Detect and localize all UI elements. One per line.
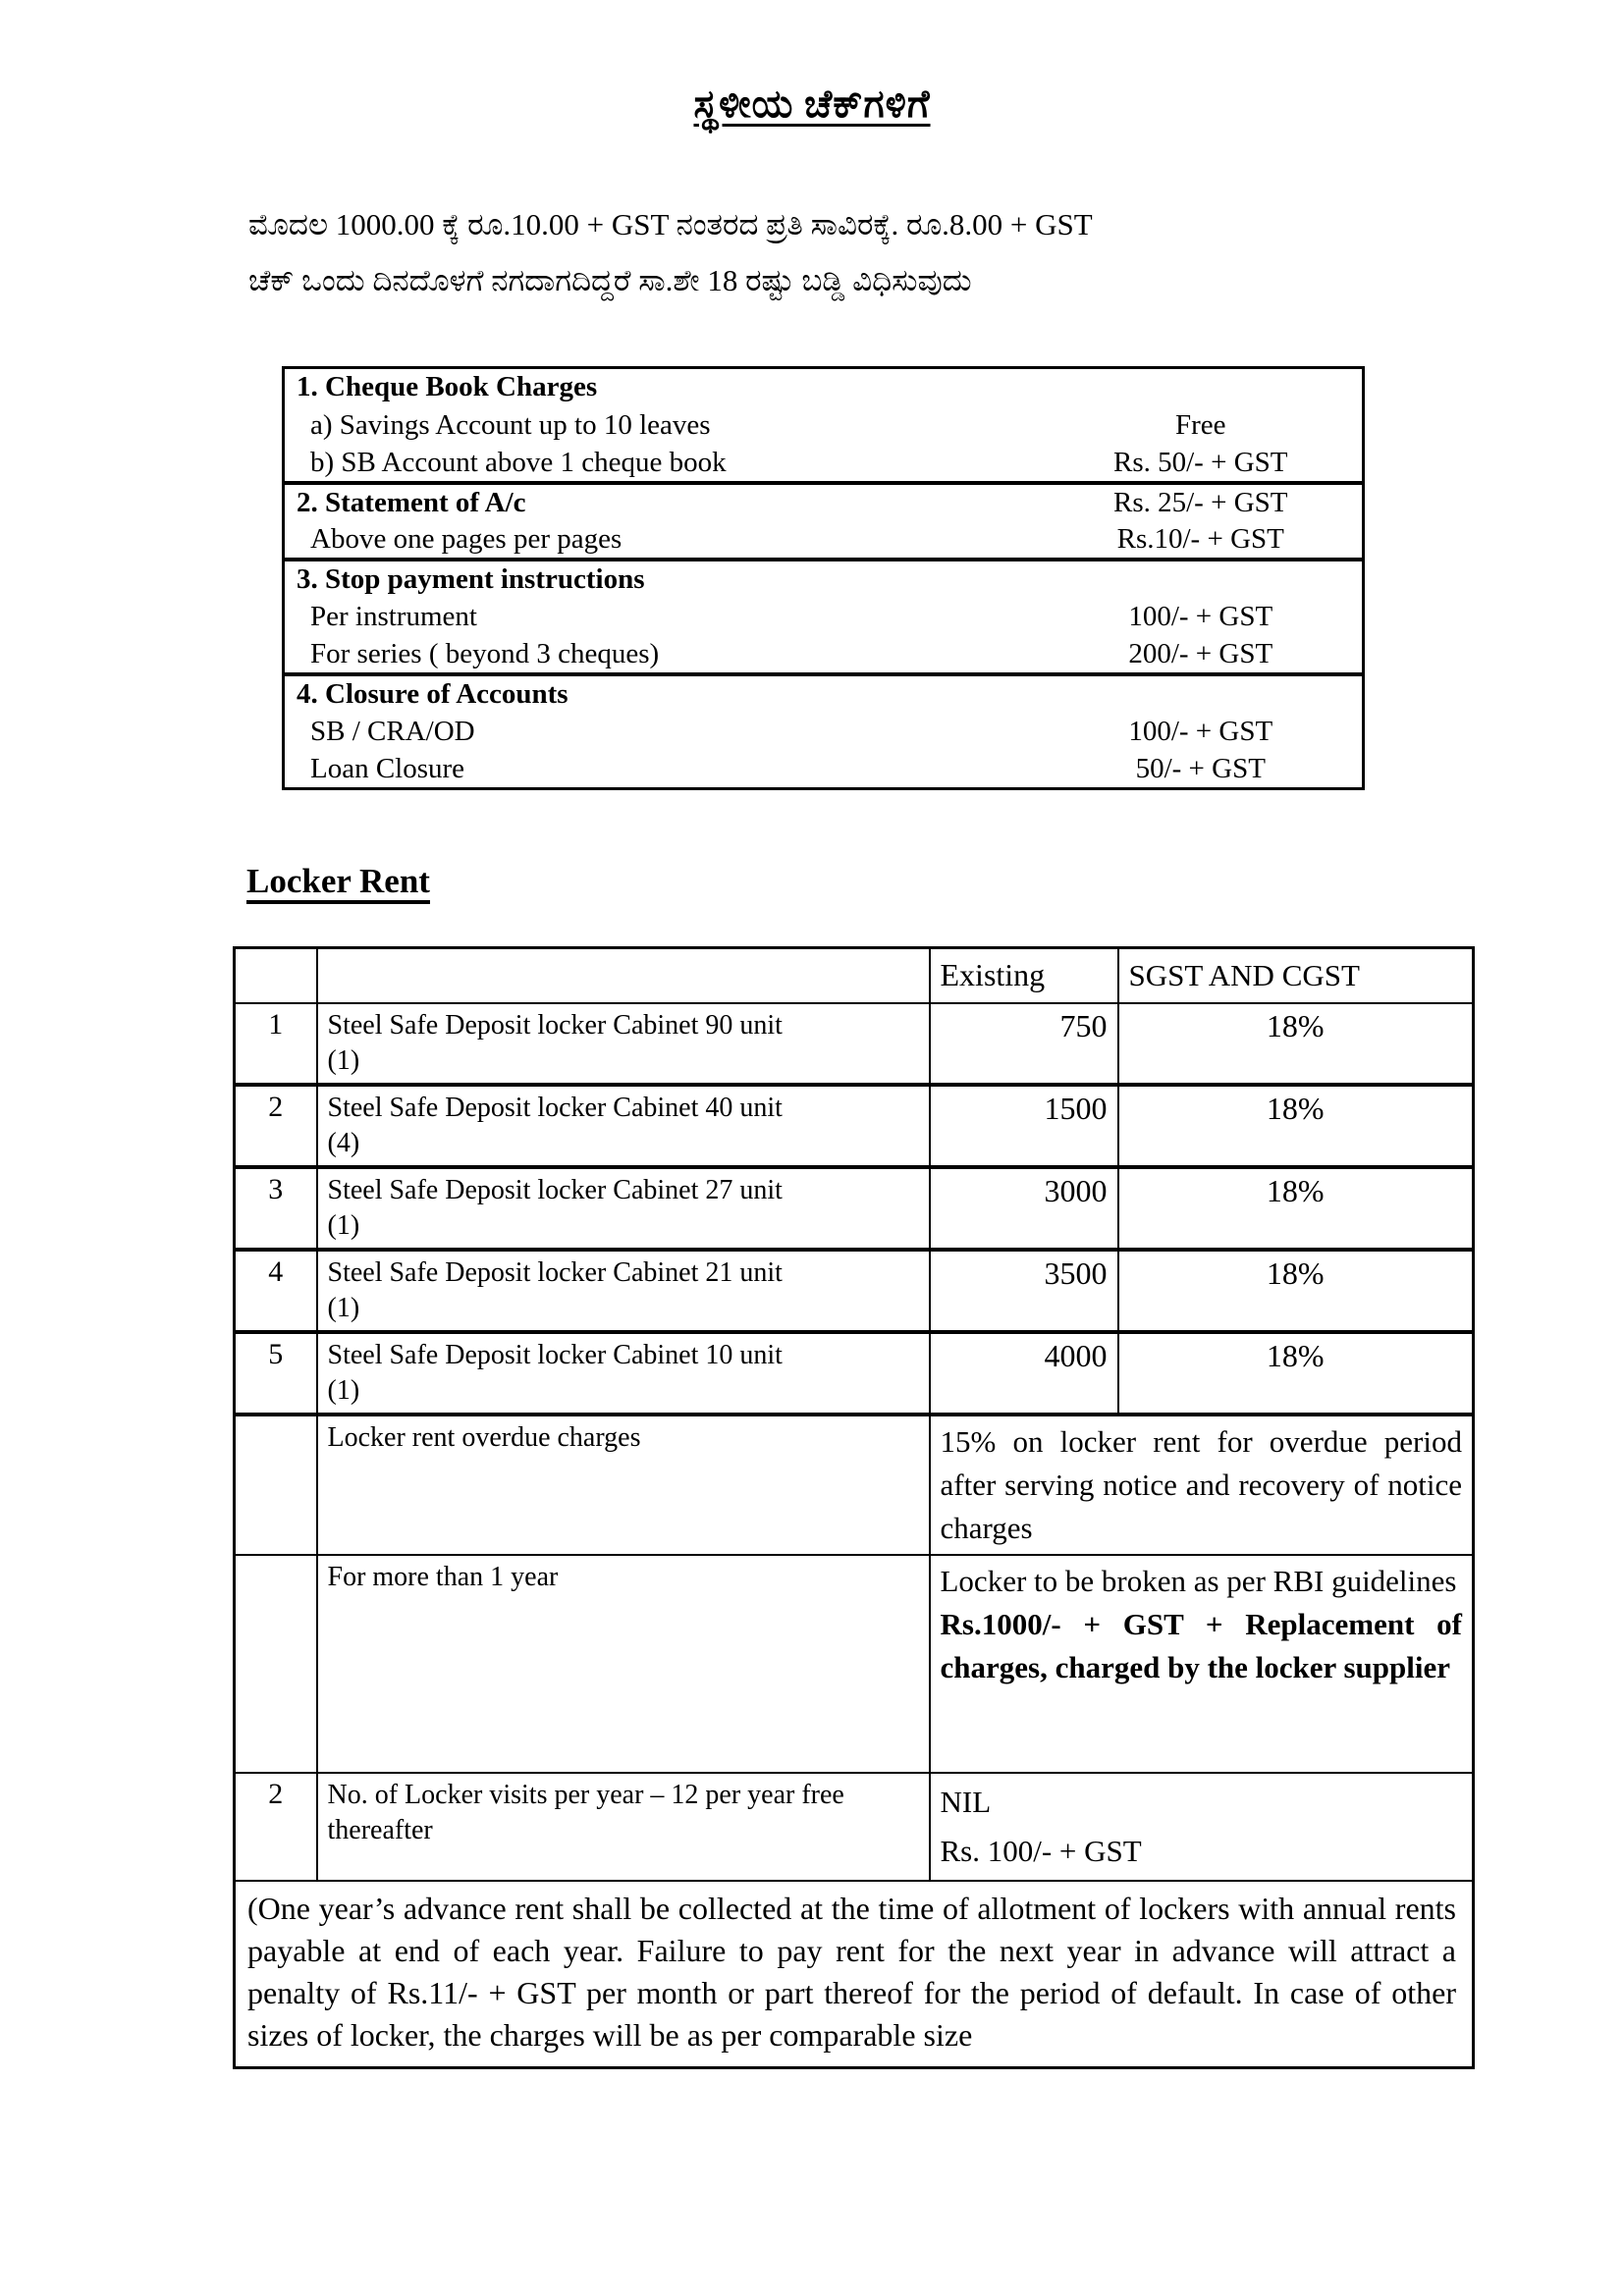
locker-description — [317, 1085, 930, 1167]
table-row — [284, 598, 1364, 636]
locker-header-row — [235, 948, 1474, 1003]
visits-value-line2: Rs. 100/- + GST — [940, 1833, 1142, 1868]
cheque-charges-table — [282, 366, 1365, 790]
charge-value: Rs. 50/- + GST — [1113, 446, 1288, 478]
section-title-value — [1040, 368, 1364, 406]
charge-value: 100/- + GST — [1128, 600, 1273, 632]
section-title-value: Rs. 25/- + GST — [1113, 486, 1288, 518]
charge-value: Free — [1174, 408, 1226, 441]
overdue-charges-row — [235, 1415, 1474, 1555]
header-empty-cell — [235, 948, 317, 1003]
visits-value — [930, 1773, 1474, 1881]
locker-unit-count: (1) — [327, 1209, 360, 1241]
existing-rent-value: 3500 — [930, 1250, 1118, 1332]
charge-label: Per instrument — [310, 600, 477, 632]
row-number: 3 — [235, 1167, 317, 1250]
charge-label: a) Savings Account up to 10 leaves — [310, 408, 711, 441]
intro-line-1: ಮೊದಲ 1000.00 ಕ್ಕೆ ರೂ.10.00 + GST ನಂತರದ ಪ್ರತಿ ಸಾವಿರಕ್ಕೆ. ರೂ.8.00 + GST — [248, 207, 1093, 241]
existing-rent-value: 3000 — [930, 1167, 1118, 1250]
section-title: 3. Stop payment instructions — [297, 562, 645, 595]
table-row — [235, 1250, 1474, 1332]
gst-rate-value: 18% — [1118, 1003, 1474, 1085]
gst-rate-value: 18% — [1118, 1250, 1474, 1332]
charges-section-cheque-book — [284, 368, 1364, 483]
locker-description-text: Steel Safe Deposit locker Cabinet 10 unit — [327, 1339, 783, 1370]
section-title: 1. Cheque Book Charges — [297, 371, 598, 403]
charges-section-closure — [284, 674, 1364, 789]
locker-unit-count: (1) — [327, 1374, 360, 1406]
locker-description — [317, 1003, 930, 1085]
locker-description-text: Steel Safe Deposit locker Cabinet 90 unit — [327, 1009, 783, 1041]
table-row — [284, 713, 1364, 751]
table-row — [284, 521, 1364, 560]
table-row — [284, 636, 1364, 674]
advance-rent-footnote: (One year’s advance rent shall be collected at the time of allotment of lockers with annual rents payable at end of each year. Failure to pay rent for the next year in advance will attract a penalty of Rs.11/- + GST per month or part thereof for the period of default. In case of other sizes of locker, the charges will be as per comparable size — [235, 1881, 1474, 2068]
table-row — [284, 406, 1364, 445]
advance-rent-footnote-row — [235, 1881, 1474, 2068]
charge-label: b) SB Account above 1 cheque book — [310, 446, 727, 478]
table-row — [235, 1085, 1474, 1167]
page-title-text: ಸ್ಥಳೀಯ ಚೆಕ್‌ಗಳಿಗೆ — [693, 83, 931, 126]
table-row — [284, 483, 1364, 521]
charge-label: Loan Closure — [310, 752, 465, 784]
table-row — [284, 368, 1364, 406]
more-than-year-value-normal: Locker to be broken as per RBI guidelines — [940, 1563, 1457, 1598]
overdue-value: 15% on locker rent for overdue period after serving notice and recovery of notice charges — [930, 1415, 1474, 1555]
charge-label: SB / CRA/OD — [310, 715, 475, 747]
charge-value: 50/- + GST — [1135, 752, 1266, 784]
existing-rent-value: 750 — [930, 1003, 1118, 1085]
section-title: 4. Closure of Accounts — [297, 677, 568, 710]
row-number: 4 — [235, 1250, 317, 1332]
locker-rent-table — [233, 946, 1475, 2069]
overdue-label: Locker rent overdue charges — [317, 1415, 930, 1555]
row-number: 2 — [235, 1085, 317, 1167]
table-row — [235, 1332, 1474, 1415]
locker-description-text: Steel Safe Deposit locker Cabinet 40 unit — [327, 1092, 783, 1123]
locker-description — [317, 1332, 930, 1415]
table-row — [235, 1003, 1474, 1085]
charge-value: Rs.10/- + GST — [1116, 522, 1284, 555]
row-number — [235, 1415, 317, 1555]
visits-value-line1: NIL — [940, 1784, 992, 1819]
existing-rent-value: 4000 — [930, 1332, 1118, 1415]
more-than-one-year-row — [235, 1555, 1474, 1773]
visits-label: No. of Locker visits per year – 12 per year free thereafter — [317, 1773, 930, 1881]
more-than-year-label: For more than 1 year — [317, 1555, 930, 1773]
locker-description — [317, 1167, 930, 1250]
page-title — [0, 82, 1624, 127]
row-number: 2 — [235, 1773, 317, 1881]
table-row — [284, 751, 1364, 789]
row-number — [235, 1555, 317, 1773]
locker-description-text: Steel Safe Deposit locker Cabinet 21 unit — [327, 1256, 783, 1288]
header-empty-cell — [317, 948, 930, 1003]
section-title-value — [1040, 560, 1364, 598]
charges-section-stop-payment — [284, 560, 1364, 674]
locker-rent-heading: Locker Rent — [246, 862, 430, 900]
charge-label: Above one pages per pages — [310, 522, 623, 555]
section-title: 2. Statement of A/c — [297, 486, 526, 518]
locker-unit-count: (4) — [327, 1127, 360, 1158]
table-row — [284, 560, 1364, 598]
section-title-value — [1040, 674, 1364, 713]
row-number: 5 — [235, 1332, 317, 1415]
intro-paragraph — [248, 196, 1422, 308]
locker-visits-row — [235, 1773, 1474, 1881]
charge-value: 200/- + GST — [1128, 637, 1273, 669]
locker-unit-count: (1) — [327, 1044, 360, 1076]
charge-value: 100/- + GST — [1128, 715, 1273, 747]
header-sgst-cgst: SGST AND CGST — [1118, 948, 1474, 1003]
locker-description-text: Steel Safe Deposit locker Cabinet 27 unit — [327, 1174, 783, 1205]
intro-line-2: ಚೆಕ್ ಒಂದು ದಿನದೊಳಗೆ ನಗದಾಗದಿದ್ದರೆ ಸಾ.ಶೇ 18 ರಷ್ಟು ಬಡ್ಡಿ ವಿಧಿಸುವುದು — [248, 263, 972, 297]
header-existing: Existing — [930, 948, 1118, 1003]
row-number: 1 — [235, 1003, 317, 1085]
locker-description — [317, 1250, 930, 1332]
charge-label: For series ( beyond 3 cheques) — [310, 637, 660, 669]
gst-rate-value: 18% — [1118, 1167, 1474, 1250]
gst-rate-value: 18% — [1118, 1085, 1474, 1167]
more-than-year-value-bold: Rs.1000/- + GST + Replacement of charges, charged by the locker supplier — [940, 1606, 1462, 1684]
locker-unit-count: (1) — [327, 1292, 360, 1323]
existing-rent-value: 1500 — [930, 1085, 1118, 1167]
table-row — [235, 1167, 1474, 1250]
table-row — [284, 674, 1364, 713]
charges-section-statement — [284, 483, 1364, 560]
more-than-year-value — [930, 1555, 1474, 1773]
gst-rate-value: 18% — [1118, 1332, 1474, 1415]
table-row — [284, 445, 1364, 483]
